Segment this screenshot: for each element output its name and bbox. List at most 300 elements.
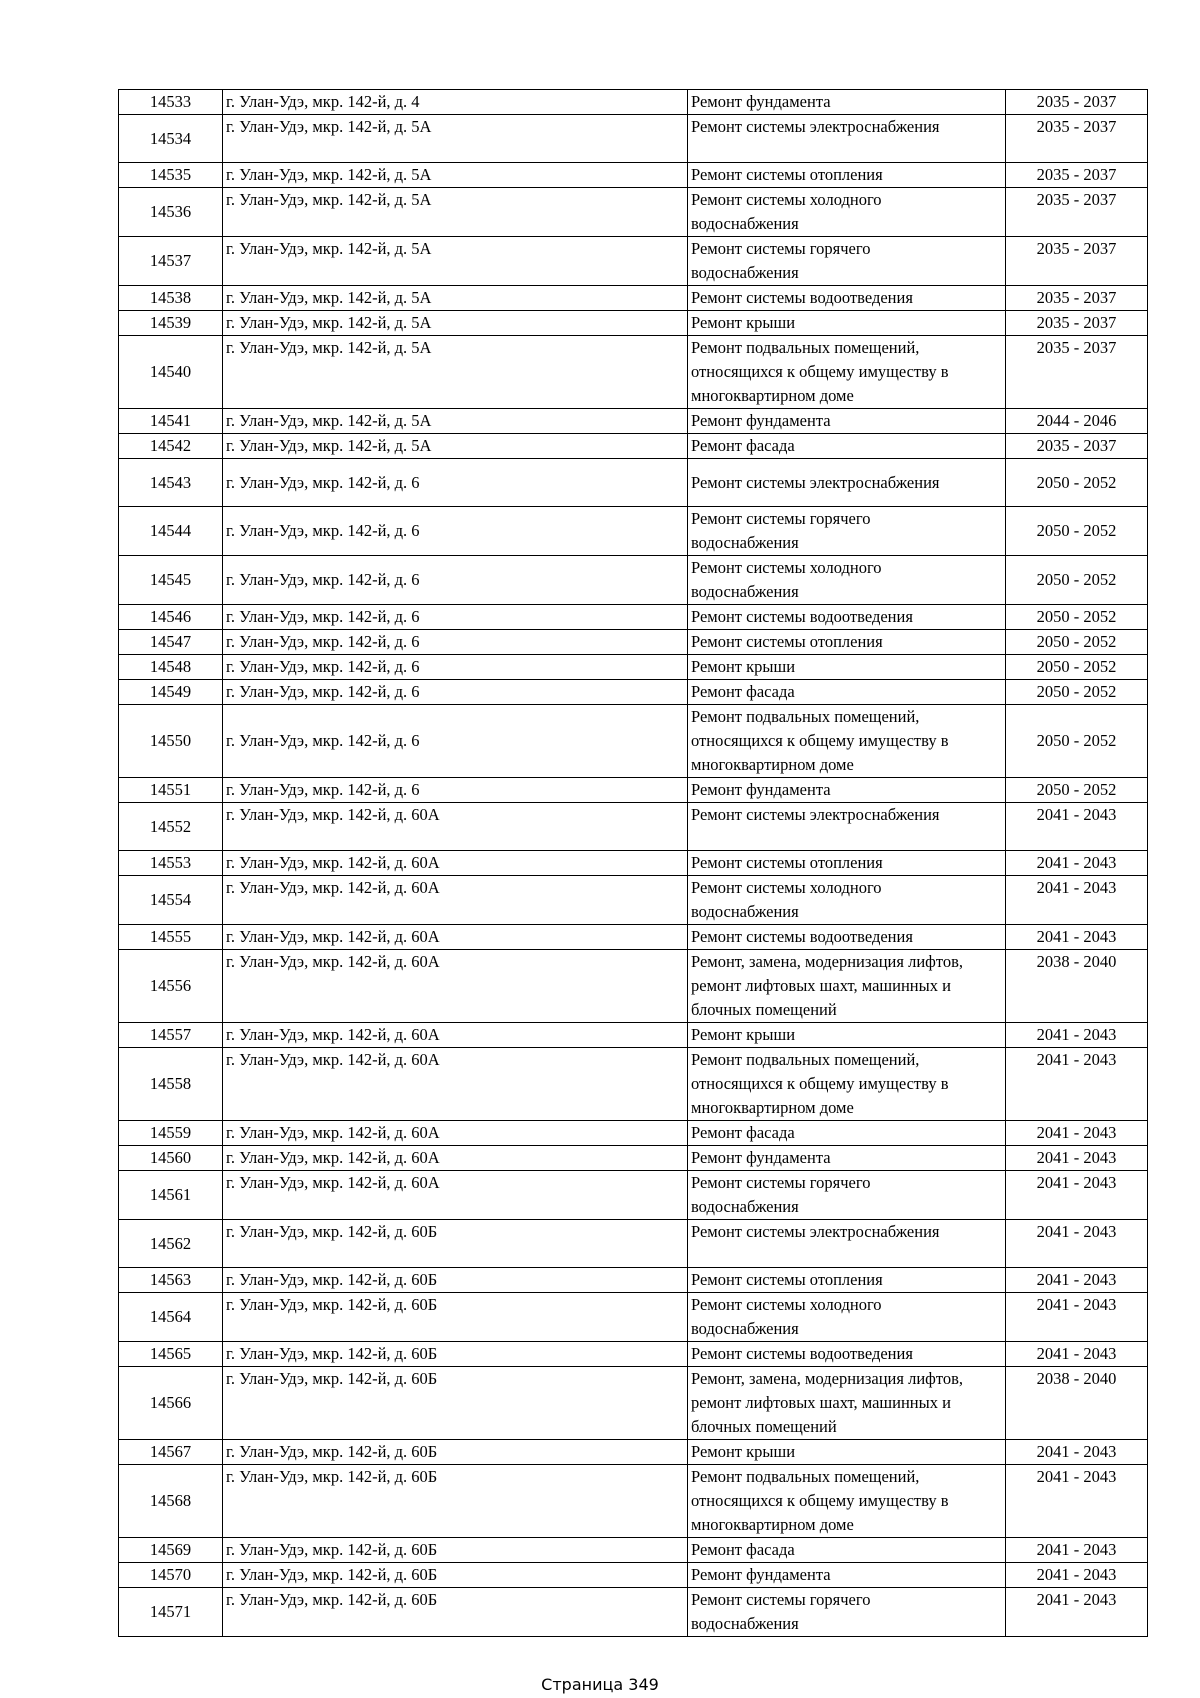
row-number-cell bbox=[119, 1171, 223, 1220]
address-cell-text: г. Улан-Удэ, мкр. 142-й, д. 5А bbox=[226, 190, 432, 209]
address-cell bbox=[223, 778, 688, 803]
work-type-cell-text: Ремонт системы холодного водоснабжения bbox=[691, 190, 882, 233]
table-row bbox=[119, 507, 1148, 556]
address-cell bbox=[223, 630, 688, 655]
table-row bbox=[119, 1268, 1148, 1293]
work-type-cell bbox=[688, 1588, 1006, 1637]
address-cell-text: г. Улан-Удэ, мкр. 142-й, д. 60Б bbox=[226, 1442, 438, 1461]
period-cell bbox=[1006, 90, 1148, 115]
row-number-cell bbox=[119, 1440, 223, 1465]
work-type-cell-text: Ремонт фасада bbox=[691, 436, 795, 455]
row-number-cell bbox=[119, 876, 223, 925]
work-type-cell bbox=[688, 311, 1006, 336]
work-type-cell-text: Ремонт системы горячего водоснабжения bbox=[691, 1173, 871, 1216]
period-cell bbox=[1006, 1220, 1148, 1268]
address-cell bbox=[223, 851, 688, 876]
table-row bbox=[119, 1342, 1148, 1367]
work-type-cell bbox=[688, 1023, 1006, 1048]
row-number-cell-text: 14563 bbox=[149, 1270, 192, 1289]
period-cell-text: 2041 - 2043 bbox=[1036, 1467, 1117, 1486]
period-cell-text: 2035 - 2037 bbox=[1036, 338, 1117, 357]
address-cell bbox=[223, 1171, 688, 1220]
address-cell-text: г. Улан-Удэ, мкр. 142-й, д. 5А bbox=[226, 288, 432, 307]
table-row bbox=[119, 1367, 1148, 1440]
period-cell-text: 2035 - 2037 bbox=[1036, 165, 1117, 184]
period-cell-text: 2041 - 2043 bbox=[1036, 805, 1117, 824]
row-number-cell-text: 14558 bbox=[149, 1074, 192, 1093]
work-type-cell-text: Ремонт системы отопления bbox=[691, 1270, 883, 1289]
work-type-cell-text: Ремонт фундамента bbox=[691, 1148, 831, 1167]
work-type-cell bbox=[688, 803, 1006, 851]
work-type-cell bbox=[688, 507, 1006, 556]
table-row bbox=[119, 90, 1148, 115]
work-type-cell-text: Ремонт системы электроснабжения bbox=[691, 805, 940, 824]
address-cell-text: г. Улан-Удэ, мкр. 142-й, д. 60Б bbox=[226, 1295, 438, 1314]
work-type-cell bbox=[688, 1440, 1006, 1465]
period-cell-text: 2041 - 2043 bbox=[1036, 1540, 1117, 1559]
table-row bbox=[119, 1563, 1148, 1588]
address-cell-text: г. Улан-Удэ, мкр. 142-й, д. 60А bbox=[226, 952, 440, 971]
work-type-cell bbox=[688, 876, 1006, 925]
row-number-cell-text: 14552 bbox=[149, 816, 192, 836]
period-cell-text: 2041 - 2043 bbox=[1036, 1565, 1117, 1584]
table-row bbox=[119, 1023, 1148, 1048]
row-number-cell bbox=[119, 409, 223, 434]
row-number-cell bbox=[119, 1465, 223, 1538]
table-row bbox=[119, 1048, 1148, 1121]
table-row bbox=[119, 1465, 1148, 1538]
row-number-cell-text: 14538 bbox=[149, 288, 192, 307]
work-type-cell-text: Ремонт, замена, модернизация лифтов, ремонт лифтовых шахт, машинных и блочных помещений bbox=[691, 1369, 964, 1436]
period-cell-text: 2050 - 2052 bbox=[1036, 632, 1117, 651]
period-cell-text: 2041 - 2043 bbox=[1036, 1295, 1117, 1314]
address-cell bbox=[223, 188, 688, 237]
work-type-cell-text: Ремонт системы электроснабжения bbox=[691, 117, 940, 136]
address-cell bbox=[223, 705, 688, 778]
address-cell bbox=[223, 286, 688, 311]
period-cell bbox=[1006, 925, 1148, 950]
address-cell-text: г. Улан-Удэ, мкр. 142-й, д. 60Б bbox=[226, 1270, 438, 1289]
work-type-cell bbox=[688, 115, 1006, 163]
period-cell-text: 2041 - 2043 bbox=[1036, 1590, 1117, 1609]
work-type-cell bbox=[688, 655, 1006, 680]
period-cell bbox=[1006, 630, 1148, 655]
table-row bbox=[119, 1538, 1148, 1563]
work-type-cell bbox=[688, 630, 1006, 655]
period-cell-text: 2041 - 2043 bbox=[1036, 927, 1117, 946]
address-cell bbox=[223, 876, 688, 925]
work-type-cell bbox=[688, 336, 1006, 409]
table-row bbox=[119, 163, 1148, 188]
work-type-cell-text: Ремонт крыши bbox=[691, 313, 796, 332]
row-number-cell bbox=[119, 1048, 223, 1121]
row-number-cell-text: 14547 bbox=[149, 632, 192, 651]
period-cell bbox=[1006, 1367, 1148, 1440]
address-cell-text: г. Улан-Удэ, мкр. 142-й, д. 60А bbox=[226, 1173, 440, 1192]
row-number-cell bbox=[119, 286, 223, 311]
row-number-cell bbox=[119, 1268, 223, 1293]
period-cell-text: 2038 - 2040 bbox=[1036, 952, 1117, 971]
table-row bbox=[119, 1588, 1148, 1637]
address-cell bbox=[223, 409, 688, 434]
work-type-cell-text: Ремонт крыши bbox=[691, 1025, 796, 1044]
period-cell-text: 2035 - 2037 bbox=[1036, 436, 1117, 455]
work-type-cell bbox=[688, 1538, 1006, 1563]
row-number-cell bbox=[119, 1538, 223, 1563]
row-number-cell bbox=[119, 459, 223, 507]
work-type-cell-text: Ремонт системы холодного водоснабжения bbox=[691, 1295, 882, 1338]
row-number-cell bbox=[119, 434, 223, 459]
row-number-cell bbox=[119, 115, 223, 163]
table-row bbox=[119, 680, 1148, 705]
work-type-cell bbox=[688, 237, 1006, 286]
work-type-cell bbox=[688, 90, 1006, 115]
row-number-cell-text: 14565 bbox=[149, 1344, 192, 1363]
address-cell bbox=[223, 1220, 688, 1268]
row-number-cell-text: 14571 bbox=[149, 1602, 192, 1621]
work-type-cell bbox=[688, 1367, 1006, 1440]
period-cell bbox=[1006, 1440, 1148, 1465]
address-cell bbox=[223, 655, 688, 680]
table-row bbox=[119, 188, 1148, 237]
table-row bbox=[119, 237, 1148, 286]
work-type-cell-text: Ремонт крыши bbox=[691, 657, 796, 676]
work-type-cell-text: Ремонт системы электроснабжения bbox=[691, 472, 940, 492]
row-number-cell bbox=[119, 1121, 223, 1146]
work-type-cell bbox=[688, 434, 1006, 459]
period-cell-text: 2041 - 2043 bbox=[1036, 878, 1117, 897]
row-number-cell bbox=[119, 1220, 223, 1268]
table-row bbox=[119, 459, 1148, 507]
period-cell bbox=[1006, 434, 1148, 459]
work-type-cell-text: Ремонт системы электроснабжения bbox=[691, 1222, 940, 1241]
period-cell bbox=[1006, 705, 1148, 778]
address-cell bbox=[223, 680, 688, 705]
table-row bbox=[119, 1171, 1148, 1220]
work-type-cell-text: Ремонт системы холодного водоснабжения bbox=[691, 878, 882, 921]
row-number-cell bbox=[119, 925, 223, 950]
address-cell bbox=[223, 459, 688, 507]
row-number-cell-text: 14568 bbox=[149, 1491, 192, 1510]
address-cell-text: г. Улан-Удэ, мкр. 142-й, д. 5А bbox=[226, 313, 432, 332]
period-cell bbox=[1006, 1538, 1148, 1563]
row-number-cell bbox=[119, 655, 223, 680]
period-cell-text: 2041 - 2043 bbox=[1036, 1173, 1117, 1192]
address-cell bbox=[223, 336, 688, 409]
row-number-cell-text: 14557 bbox=[149, 1025, 192, 1044]
table-row bbox=[119, 1293, 1148, 1342]
period-cell bbox=[1006, 286, 1148, 311]
repair-schedule-table bbox=[118, 89, 1148, 1637]
work-type-cell bbox=[688, 1146, 1006, 1171]
row-number-cell bbox=[119, 163, 223, 188]
address-cell bbox=[223, 1146, 688, 1171]
work-type-cell bbox=[688, 1220, 1006, 1268]
work-type-cell bbox=[688, 1268, 1006, 1293]
address-cell bbox=[223, 1563, 688, 1588]
period-cell-text: 2041 - 2043 bbox=[1036, 1344, 1117, 1363]
work-type-cell bbox=[688, 1293, 1006, 1342]
row-number-cell-text: 14540 bbox=[149, 362, 192, 381]
period-cell bbox=[1006, 1023, 1148, 1048]
address-cell-text: г. Улан-Удэ, мкр. 142-й, д. 5А bbox=[226, 117, 432, 136]
work-type-cell-text: Ремонт крыши bbox=[691, 1442, 796, 1461]
period-cell-text: 2050 - 2052 bbox=[1036, 682, 1117, 701]
table-row bbox=[119, 115, 1148, 163]
row-number-cell bbox=[119, 803, 223, 851]
address-cell bbox=[223, 1342, 688, 1367]
address-cell-text: г. Улан-Удэ, мкр. 142-й, д. 6 bbox=[226, 607, 420, 626]
table-row bbox=[119, 336, 1148, 409]
address-cell bbox=[223, 163, 688, 188]
work-type-cell-text: Ремонт системы горячего водоснабжения bbox=[691, 1590, 871, 1633]
address-cell bbox=[223, 1465, 688, 1538]
period-cell-text: 2050 - 2052 bbox=[1036, 731, 1117, 750]
address-cell bbox=[223, 605, 688, 630]
row-number-cell bbox=[119, 1588, 223, 1637]
work-type-cell bbox=[688, 950, 1006, 1023]
period-cell bbox=[1006, 1293, 1148, 1342]
address-cell-text: г. Улан-Удэ, мкр. 142-й, д. 60Б bbox=[226, 1369, 438, 1388]
work-type-cell-text: Ремонт системы горячего водоснабжения bbox=[691, 239, 871, 282]
page-number: Страница 349 bbox=[541, 1675, 659, 1694]
address-cell-text: г. Улан-Удэ, мкр. 142-й, д. 6 bbox=[226, 657, 420, 676]
row-number-cell-text: 14543 bbox=[149, 472, 192, 492]
period-cell-text: 2041 - 2043 bbox=[1036, 1442, 1117, 1461]
address-cell-text: г. Улан-Удэ, мкр. 142-й, д. 4 bbox=[226, 92, 420, 111]
row-number-cell bbox=[119, 1367, 223, 1440]
table-row bbox=[119, 1440, 1148, 1465]
work-type-cell bbox=[688, 1121, 1006, 1146]
row-number-cell-text: 14542 bbox=[149, 436, 192, 455]
row-number-cell-text: 14549 bbox=[149, 682, 192, 701]
address-cell-text: г. Улан-Удэ, мкр. 142-й, д. 60А bbox=[226, 1050, 440, 1069]
row-number-cell bbox=[119, 237, 223, 286]
period-cell-text: 2035 - 2037 bbox=[1036, 239, 1117, 258]
period-cell-text: 2050 - 2052 bbox=[1036, 657, 1117, 676]
address-cell bbox=[223, 803, 688, 851]
table-row bbox=[119, 311, 1148, 336]
table-row bbox=[119, 705, 1148, 778]
address-cell bbox=[223, 507, 688, 556]
period-cell-text: 2050 - 2052 bbox=[1036, 570, 1117, 589]
period-cell bbox=[1006, 851, 1148, 876]
work-type-cell bbox=[688, 705, 1006, 778]
table-row bbox=[119, 605, 1148, 630]
row-number-cell-text: 14537 bbox=[149, 251, 192, 270]
row-number-cell-text: 14554 bbox=[149, 890, 192, 909]
period-cell-text: 2035 - 2037 bbox=[1036, 190, 1117, 209]
period-cell bbox=[1006, 680, 1148, 705]
address-cell-text: г. Улан-Удэ, мкр. 142-й, д. 60А bbox=[226, 1123, 440, 1142]
row-number-cell bbox=[119, 851, 223, 876]
row-number-cell-text: 14561 bbox=[149, 1185, 192, 1204]
work-type-cell-text: Ремонт системы холодного водоснабжения bbox=[691, 558, 882, 601]
address-cell-text: г. Улан-Удэ, мкр. 142-й, д. 60А bbox=[226, 878, 440, 897]
period-cell bbox=[1006, 655, 1148, 680]
period-cell-text: 2038 - 2040 bbox=[1036, 1369, 1117, 1388]
row-number-cell bbox=[119, 1023, 223, 1048]
table-row bbox=[119, 434, 1148, 459]
period-cell-text: 2050 - 2052 bbox=[1036, 780, 1117, 799]
row-number-cell-text: 14569 bbox=[149, 1540, 192, 1559]
address-cell-text: г. Улан-Удэ, мкр. 142-й, д. 6 bbox=[226, 521, 420, 540]
address-cell-text: г. Улан-Удэ, мкр. 142-й, д. 5А bbox=[226, 165, 432, 184]
work-type-cell-text: Ремонт фасада bbox=[691, 682, 795, 701]
work-type-cell-text: Ремонт системы горячего водоснабжения bbox=[691, 509, 871, 552]
address-cell-text: г. Улан-Удэ, мкр. 142-й, д. 60Б bbox=[226, 1222, 438, 1241]
row-number-cell-text: 14548 bbox=[149, 657, 192, 676]
period-cell bbox=[1006, 876, 1148, 925]
period-cell bbox=[1006, 1268, 1148, 1293]
period-cell-text: 2050 - 2052 bbox=[1036, 521, 1117, 540]
period-cell bbox=[1006, 556, 1148, 605]
period-cell bbox=[1006, 163, 1148, 188]
row-number-cell-text: 14556 bbox=[149, 976, 192, 995]
period-cell-text: 2041 - 2043 bbox=[1036, 1050, 1117, 1069]
row-number-cell bbox=[119, 311, 223, 336]
row-number-cell-text: 14550 bbox=[149, 731, 192, 750]
period-cell bbox=[1006, 1465, 1148, 1538]
work-type-cell bbox=[688, 605, 1006, 630]
table-row bbox=[119, 803, 1148, 851]
period-cell bbox=[1006, 1121, 1148, 1146]
work-type-cell-text: Ремонт фундамента bbox=[691, 1565, 831, 1584]
period-cell-text: 2041 - 2043 bbox=[1036, 1148, 1117, 1167]
table-row bbox=[119, 655, 1148, 680]
row-number-cell-text: 14536 bbox=[149, 202, 192, 221]
table-row bbox=[119, 950, 1148, 1023]
row-number-cell-text: 14535 bbox=[149, 165, 192, 184]
row-number-cell bbox=[119, 90, 223, 115]
period-cell bbox=[1006, 1171, 1148, 1220]
address-cell bbox=[223, 90, 688, 115]
address-cell-text: г. Улан-Удэ, мкр. 142-й, д. 6 bbox=[226, 570, 420, 589]
work-type-cell bbox=[688, 1465, 1006, 1538]
address-cell-text: г. Улан-Удэ, мкр. 142-й, д. 60А bbox=[226, 927, 440, 946]
table-row bbox=[119, 1121, 1148, 1146]
row-number-cell bbox=[119, 188, 223, 237]
work-type-cell-text: Ремонт системы водоотведения bbox=[691, 1344, 913, 1363]
period-cell-text: 2041 - 2043 bbox=[1036, 1123, 1117, 1142]
row-number-cell-text: 14555 bbox=[149, 927, 192, 946]
row-number-cell-text: 14546 bbox=[149, 607, 192, 626]
period-cell-text: 2035 - 2037 bbox=[1036, 117, 1117, 136]
row-number-cell-text: 14541 bbox=[149, 411, 192, 430]
period-cell-text: 2041 - 2043 bbox=[1036, 1270, 1117, 1289]
work-type-cell-text: Ремонт системы отопления bbox=[691, 632, 883, 651]
table-row bbox=[119, 1220, 1148, 1268]
address-cell-text: г. Улан-Удэ, мкр. 142-й, д. 5А bbox=[226, 411, 432, 430]
table-row bbox=[119, 778, 1148, 803]
address-cell-text: г. Улан-Удэ, мкр. 142-й, д. 5А bbox=[226, 338, 432, 357]
work-type-cell bbox=[688, 163, 1006, 188]
row-number-cell-text: 14560 bbox=[149, 1148, 192, 1167]
work-type-cell bbox=[688, 188, 1006, 237]
row-number-cell bbox=[119, 605, 223, 630]
address-cell-text: г. Улан-Удэ, мкр. 142-й, д. 6 bbox=[226, 731, 420, 750]
row-number-cell bbox=[119, 1146, 223, 1171]
period-cell bbox=[1006, 950, 1148, 1023]
period-cell bbox=[1006, 605, 1148, 630]
work-type-cell-text: Ремонт, замена, модернизация лифтов, ремонт лифтовых шахт, машинных и блочных помещений bbox=[691, 952, 964, 1019]
table-row bbox=[119, 409, 1148, 434]
row-number-cell-text: 14539 bbox=[149, 313, 192, 332]
period-cell bbox=[1006, 237, 1148, 286]
work-type-cell-text: Ремонт подвальных помещений, относящихся к общему имуществу в многоквартирном доме bbox=[691, 1050, 949, 1117]
period-cell bbox=[1006, 188, 1148, 237]
work-type-cell-text: Ремонт фундамента bbox=[691, 411, 831, 430]
work-type-cell-text: Ремонт подвальных помещений, относящихся к общему имуществу в многоквартирном доме bbox=[691, 338, 949, 405]
address-cell-text: г. Улан-Удэ, мкр. 142-й, д. 60Б bbox=[226, 1467, 438, 1486]
work-type-cell-text: Ремонт фундамента bbox=[691, 92, 831, 111]
address-cell-text: г. Улан-Удэ, мкр. 142-й, д. 5А bbox=[226, 436, 432, 455]
table-row bbox=[119, 556, 1148, 605]
address-cell bbox=[223, 237, 688, 286]
work-type-cell-text: Ремонт фасада bbox=[691, 1123, 795, 1142]
address-cell-text: г. Улан-Удэ, мкр. 142-й, д. 60Б bbox=[226, 1540, 438, 1559]
address-cell-text: г. Улан-Удэ, мкр. 142-й, д. 60А bbox=[226, 1025, 440, 1044]
address-cell-text: г. Улан-Удэ, мкр. 142-й, д. 6 bbox=[226, 632, 420, 651]
row-number-cell bbox=[119, 556, 223, 605]
work-type-cell bbox=[688, 286, 1006, 311]
work-type-cell-text: Ремонт системы отопления bbox=[691, 165, 883, 184]
period-cell bbox=[1006, 459, 1148, 507]
work-type-cell bbox=[688, 556, 1006, 605]
address-cell bbox=[223, 1268, 688, 1293]
work-type-cell bbox=[688, 1048, 1006, 1121]
work-type-cell-text: Ремонт системы отопления bbox=[691, 853, 883, 872]
work-type-cell bbox=[688, 1342, 1006, 1367]
period-cell bbox=[1006, 1146, 1148, 1171]
period-cell bbox=[1006, 311, 1148, 336]
row-number-cell-text: 14545 bbox=[149, 570, 192, 589]
address-cell-text: г. Улан-Удэ, мкр. 142-й, д. 5А bbox=[226, 239, 432, 258]
work-type-cell bbox=[688, 1171, 1006, 1220]
work-type-cell bbox=[688, 680, 1006, 705]
table-row bbox=[119, 1146, 1148, 1171]
address-cell bbox=[223, 1538, 688, 1563]
table-body bbox=[119, 90, 1148, 1637]
table-row bbox=[119, 925, 1148, 950]
address-cell bbox=[223, 1048, 688, 1121]
row-number-cell-text: 14553 bbox=[149, 853, 192, 872]
period-cell bbox=[1006, 1048, 1148, 1121]
row-number-cell bbox=[119, 507, 223, 556]
address-cell bbox=[223, 1588, 688, 1637]
period-cell bbox=[1006, 1588, 1148, 1637]
work-type-cell bbox=[688, 778, 1006, 803]
address-cell-text: г. Улан-Удэ, мкр. 142-й, д. 6 bbox=[226, 472, 420, 492]
address-cell-text: г. Улан-Удэ, мкр. 142-й, д. 60Б bbox=[226, 1565, 438, 1584]
table-row bbox=[119, 876, 1148, 925]
row-number-cell bbox=[119, 336, 223, 409]
work-type-cell-text: Ремонт системы водоотведения bbox=[691, 607, 913, 626]
address-cell bbox=[223, 1121, 688, 1146]
address-cell-text: г. Улан-Удэ, мкр. 142-й, д. 60Б bbox=[226, 1590, 438, 1609]
address-cell-text: г. Улан-Удэ, мкр. 142-й, д. 6 bbox=[226, 780, 420, 799]
period-cell bbox=[1006, 1563, 1148, 1588]
period-cell-text: 2041 - 2043 bbox=[1036, 1025, 1117, 1044]
period-cell-text: 2035 - 2037 bbox=[1036, 313, 1117, 332]
table-row bbox=[119, 286, 1148, 311]
work-type-cell-text: Ремонт подвальных помещений, относящихся к общему имуществу в многоквартирном доме bbox=[691, 1467, 949, 1534]
row-number-cell-text: 14562 bbox=[149, 1233, 192, 1253]
row-number-cell bbox=[119, 705, 223, 778]
address-cell bbox=[223, 1367, 688, 1440]
address-cell-text: г. Улан-Удэ, мкр. 142-й, д. 60А bbox=[226, 805, 440, 824]
address-cell bbox=[223, 1440, 688, 1465]
